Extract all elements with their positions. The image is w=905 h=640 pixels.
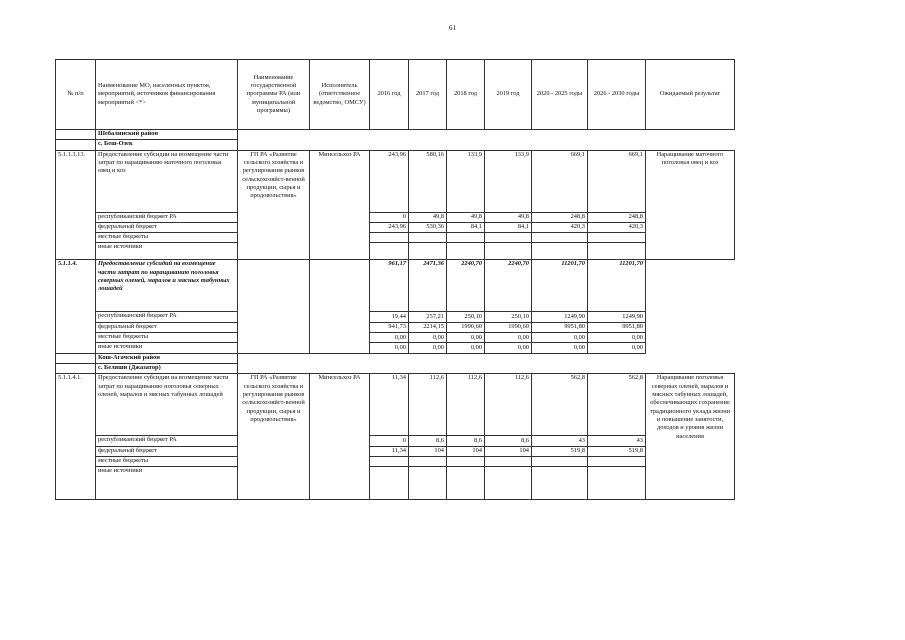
value-cell	[447, 233, 485, 243]
value-cell: 11,34	[370, 374, 409, 436]
value-cell	[409, 243, 447, 260]
value-cell: 248,8	[532, 212, 588, 222]
source-label: местные бюджеты	[96, 233, 238, 243]
item-result: Наращивание поголовья северных оленей, маралов и мясных табунных лошадей, обеспечивающих сохранение традиционного уклада жизни и повышение занятости, доходов и уровня жизни населения	[646, 374, 735, 500]
value-cell: 1249,90	[532, 312, 588, 322]
item-num: 5.1.1.4.1.	[56, 374, 96, 500]
value-cell	[409, 456, 447, 466]
value-cell: 9951,80	[588, 322, 646, 332]
value-cell: 0,00	[447, 333, 485, 343]
value-cell	[370, 467, 409, 500]
source-label: республиканский бюджет РА	[96, 436, 238, 446]
value-cell	[447, 456, 485, 466]
item-name: Предоставление субсидии на возмещение части затрат по наращиванию поголовья северных оленей, маралов и мясных табунных лошадей	[96, 374, 238, 436]
value-cell: 1990,60	[447, 322, 485, 332]
value-cell: 133,9	[485, 150, 532, 212]
value-cell: 941,73	[370, 322, 409, 332]
table-row	[56, 222, 735, 232]
header-2019: 2019 год	[485, 60, 532, 130]
table-row	[56, 243, 735, 260]
value-cell	[485, 233, 532, 243]
value-cell: 9951,80	[532, 322, 588, 332]
value-cell: 420,3	[532, 222, 588, 232]
value-cell: 11201,70	[588, 260, 646, 312]
table-row	[56, 436, 735, 446]
value-cell: 243,96	[370, 222, 409, 232]
item-name: Предоставление субсидий на возмещение части затрат по наращиванию поголовья северных оленей, маралов и мясных табунных лошадей	[96, 260, 238, 312]
district-label: Кош-Агачский район	[96, 353, 238, 363]
district-label: Шебалинский район	[96, 130, 238, 140]
value-cell: 961,17	[370, 260, 409, 312]
value-cell	[532, 467, 588, 500]
value-cell	[409, 467, 447, 500]
value-cell: 0,00	[409, 343, 447, 353]
district-row	[56, 130, 735, 140]
value-cell: 250,10	[485, 312, 532, 322]
value-cell: 43	[588, 436, 646, 446]
table-row	[56, 322, 735, 332]
table-row	[56, 446, 735, 456]
value-cell: 0,00	[370, 343, 409, 353]
item-program: ГП РА «Развитие сельского хозяйства и регулирования рынков сельскохозяйст-венной продукции, сырья и продовольствия»	[238, 150, 310, 260]
table-row	[56, 343, 735, 353]
value-cell: 84,1	[485, 222, 532, 232]
value-cell	[485, 456, 532, 466]
table-row	[56, 374, 735, 436]
page-number: 61	[449, 24, 456, 32]
item-executor: Минсельхоз РА	[310, 374, 370, 500]
value-cell: 2214,15	[409, 322, 447, 332]
header-2017: 2017 год	[409, 60, 447, 130]
table-row	[56, 260, 735, 312]
value-cell: 420,3	[588, 222, 646, 232]
source-label: республиканский бюджет РА	[96, 312, 238, 322]
value-cell: 11201,70	[532, 260, 588, 312]
value-cell: 243,96	[370, 150, 409, 212]
value-cell: 112,6	[409, 374, 447, 436]
header-program: Наименование государственной программы РА (или муниципальной программы)	[238, 60, 310, 130]
value-cell: 0,00	[588, 343, 646, 353]
value-cell: 0,00	[485, 343, 532, 353]
funding-table	[55, 59, 735, 500]
value-cell: 133,9	[447, 150, 485, 212]
value-cell: 104	[409, 446, 447, 456]
value-cell: 250,10	[447, 312, 485, 322]
item-executor: Минсельхоз РА	[310, 150, 370, 260]
source-label: местные бюджеты	[96, 333, 238, 343]
table-row	[56, 467, 735, 500]
table-row	[56, 456, 735, 466]
value-cell: 11,34	[370, 446, 409, 456]
value-cell	[447, 243, 485, 260]
value-cell: 2240,70	[447, 260, 485, 312]
value-cell	[485, 243, 532, 260]
header-2018: 2018 год	[447, 60, 485, 130]
header-2020-2025: 2020 - 2025 годы	[532, 60, 588, 130]
item-num: 5.1.1.4.	[56, 260, 96, 353]
district-row	[56, 353, 735, 363]
value-cell: 19,44	[370, 312, 409, 322]
header-2016: 2016 год	[370, 60, 409, 130]
table-row	[56, 212, 735, 222]
value-cell: 2471,36	[409, 260, 447, 312]
value-cell: 0	[370, 212, 409, 222]
value-cell	[370, 456, 409, 466]
village-label: с. Беш-Озек	[96, 140, 238, 150]
item-num: 5.1.1.3.13.	[56, 150, 96, 260]
value-cell	[447, 467, 485, 500]
value-cell: 43	[532, 436, 588, 446]
source-label: республиканский бюджет РА	[96, 212, 238, 222]
source-label: федеральный бюджет	[96, 446, 238, 456]
value-cell: 0,00	[447, 343, 485, 353]
value-cell	[588, 233, 646, 243]
header-2026-2030: 2026 - 2030 годы	[588, 60, 646, 130]
table-row	[56, 150, 735, 212]
source-label: федеральный бюджет	[96, 222, 238, 232]
header-name: Наименование МО, населенных пунктов, мероприятий, источников финансирования мероприятий <*>	[96, 60, 238, 130]
village-label: с. Беляши (Джазатор)	[96, 363, 238, 373]
table-row	[56, 333, 735, 343]
value-cell	[588, 243, 646, 260]
source-label: иные источники	[96, 343, 238, 353]
value-cell: 8,6	[485, 436, 532, 446]
item-name: Предоставление субсидии на возмещение части затрат по наращиванию маточного поголовья овец и коз	[96, 150, 238, 212]
value-cell: 104	[485, 446, 532, 456]
value-cell: 1990,60	[485, 322, 532, 332]
village-row	[56, 140, 735, 150]
value-cell: 0,00	[532, 343, 588, 353]
village-row	[56, 363, 735, 373]
header-num: № п/п	[56, 60, 96, 130]
value-cell	[532, 233, 588, 243]
source-label: иные источники	[96, 467, 238, 500]
value-cell	[588, 467, 646, 500]
header-row	[56, 60, 735, 130]
source-label: федеральный бюджет	[96, 322, 238, 332]
value-cell: 84,1	[447, 222, 485, 232]
value-cell: 669,1	[588, 150, 646, 212]
value-cell: 1249,90	[588, 312, 646, 322]
value-cell: 112,6	[447, 374, 485, 436]
value-cell: 49,8	[447, 212, 485, 222]
value-cell: 0,00	[370, 333, 409, 343]
item-program: ГП РА «Развитие сельского хозяйства и регулирования рынков сельскохозяйст-венной продукции, сырья и продовольствия»	[238, 374, 310, 500]
table-row	[56, 312, 735, 322]
value-cell: 49,8	[485, 212, 532, 222]
value-cell: 8,6	[447, 436, 485, 446]
value-cell: 562,8	[532, 374, 588, 436]
value-cell: 580,16	[409, 150, 447, 212]
source-label: местные бюджеты	[96, 456, 238, 466]
value-cell: 104	[447, 446, 485, 456]
value-cell: 0,00	[485, 333, 532, 343]
item-result: Наращивание маточного поголовья овец и коз	[646, 150, 735, 260]
value-cell: 562,8	[588, 374, 646, 436]
value-cell: 669,1	[532, 150, 588, 212]
value-cell: 0	[370, 436, 409, 446]
value-cell	[370, 243, 409, 260]
header-result: Ожидаемый результат	[646, 60, 735, 130]
value-cell	[532, 243, 588, 260]
table-row	[56, 233, 735, 243]
value-cell: 0,00	[532, 333, 588, 343]
value-cell: 519,8	[532, 446, 588, 456]
value-cell: 49,8	[409, 212, 447, 222]
source-label: иные источники	[96, 243, 238, 260]
value-cell	[409, 233, 447, 243]
value-cell: 257,21	[409, 312, 447, 322]
value-cell: 0,00	[409, 333, 447, 343]
value-cell: 2240,70	[485, 260, 532, 312]
header-executor: Исполнитель (ответственное ведомство, ОМСУ)	[310, 60, 370, 130]
value-cell: 112,6	[485, 374, 532, 436]
value-cell: 530,36	[409, 222, 447, 232]
value-cell: 0,00	[588, 333, 646, 343]
value-cell	[588, 456, 646, 466]
value-cell: 248,8	[588, 212, 646, 222]
value-cell	[370, 233, 409, 243]
value-cell	[485, 467, 532, 500]
value-cell	[532, 456, 588, 466]
value-cell: 519,8	[588, 446, 646, 456]
value-cell: 8,6	[409, 436, 447, 446]
